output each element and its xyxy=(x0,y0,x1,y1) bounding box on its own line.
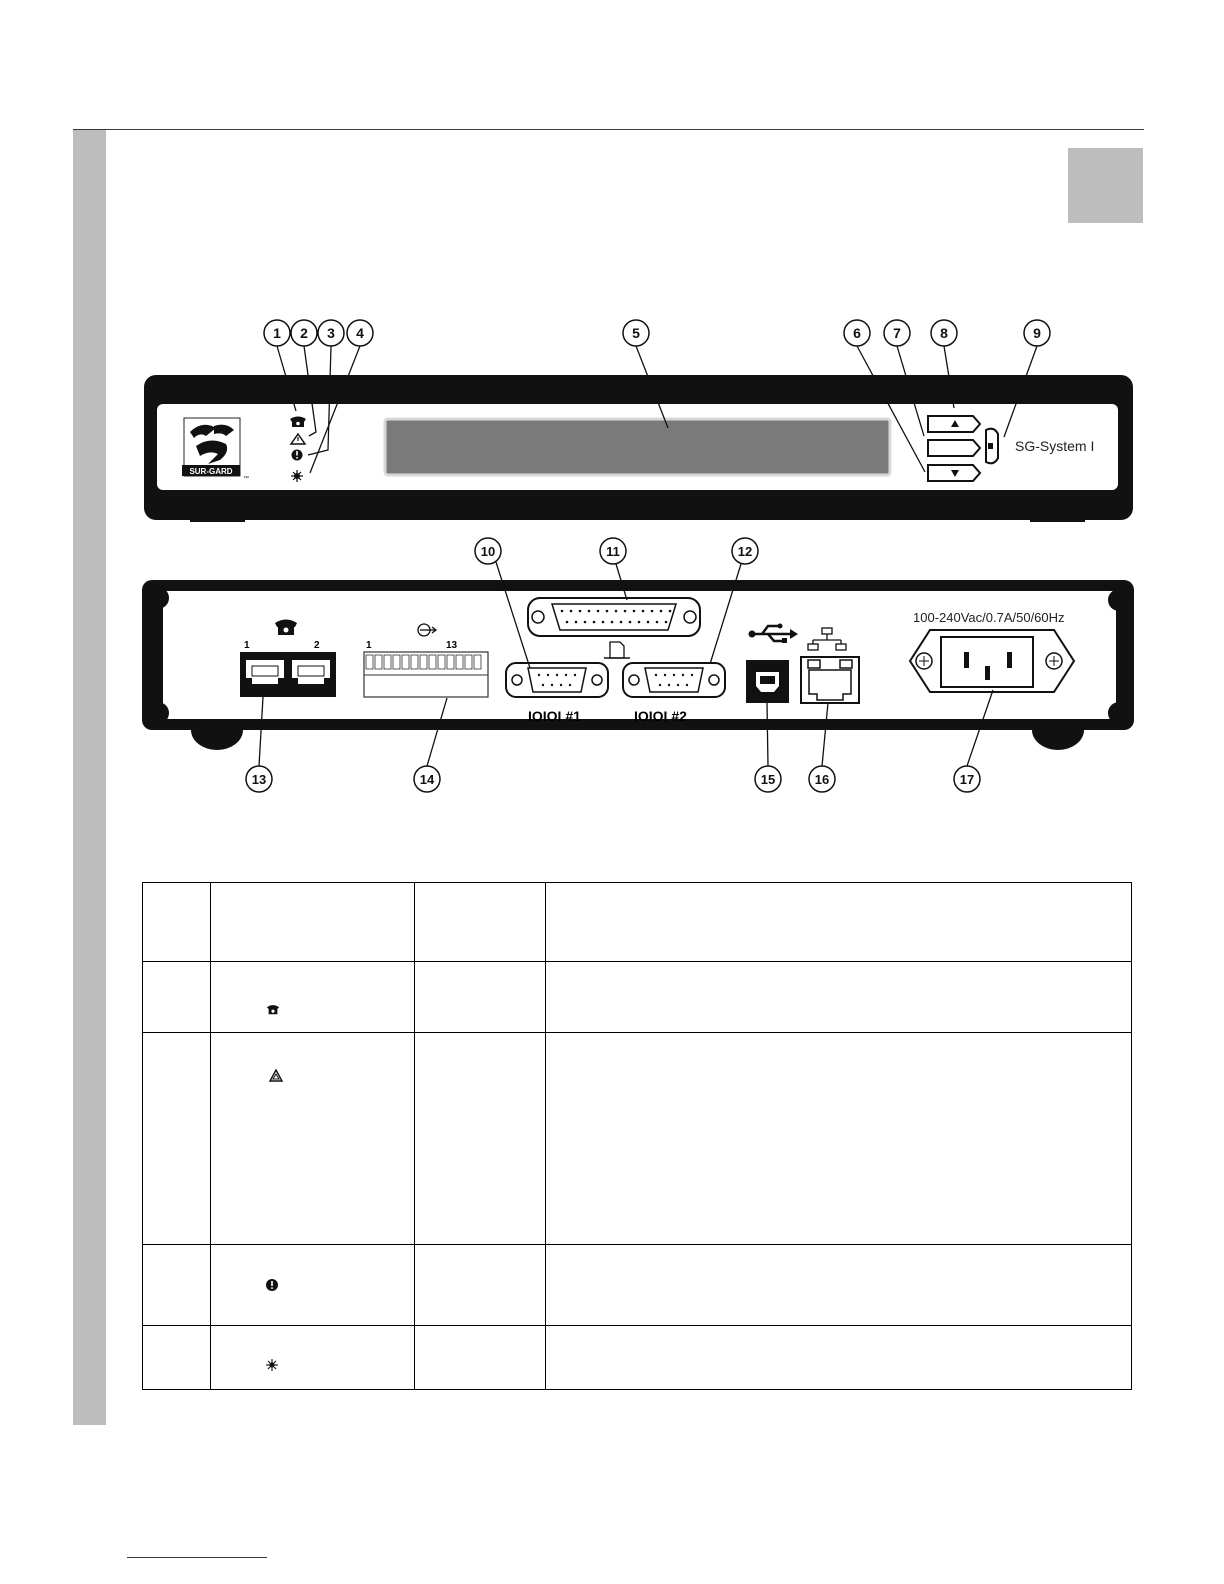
callout-10: 10 xyxy=(480,544,496,559)
table-row xyxy=(143,1033,1132,1245)
callout-14: 14 xyxy=(419,772,435,787)
callout-9: 9 xyxy=(1033,325,1041,341)
telephone-icon xyxy=(275,620,297,636)
callout-16: 16 xyxy=(814,772,830,787)
lcd-display xyxy=(385,419,890,475)
sun-icon xyxy=(265,1358,279,1372)
stop-icon xyxy=(988,443,993,449)
table-row xyxy=(143,1245,1132,1326)
warning-triangle-icon xyxy=(269,1069,283,1082)
usb-port[interactable] xyxy=(746,660,789,703)
callout-12: 12 xyxy=(737,544,753,559)
callout-7: 7 xyxy=(893,325,901,341)
callout-2: 2 xyxy=(300,325,308,341)
callout-3: 3 xyxy=(327,325,335,341)
ethernet-port[interactable] xyxy=(801,657,859,703)
logo-text: SUR-GARD xyxy=(189,467,233,476)
footnote-rule xyxy=(127,1557,267,1558)
serial-1-label: IOIOI #1 xyxy=(528,708,581,724)
callout-5: 5 xyxy=(632,325,640,341)
callout-13: 13 xyxy=(251,772,267,787)
terminal-1-label: 1 xyxy=(366,640,372,651)
callout-8: 8 xyxy=(940,325,948,341)
front-panel xyxy=(144,320,1133,522)
power-inlet[interactable] xyxy=(910,630,1074,692)
table-row xyxy=(143,1326,1132,1390)
line-2-label: 2 xyxy=(314,640,320,651)
terminal-13-label: 13 xyxy=(446,640,458,651)
enter-button[interactable] xyxy=(928,440,980,456)
serial-port-2[interactable] xyxy=(623,663,725,697)
exclamation-circle-icon xyxy=(292,450,303,461)
callout-15: 15 xyxy=(760,772,776,787)
callout-11: 11 xyxy=(606,544,620,559)
sur-gard-logo xyxy=(182,418,249,482)
front-callouts xyxy=(264,320,1050,346)
power-rating-label: 100-240Vac/0.7A/50/60Hz xyxy=(913,610,1065,625)
line-1-label: 1 xyxy=(244,640,250,651)
led-description-table xyxy=(142,882,1132,1390)
trademark-mark: ™ xyxy=(243,476,249,482)
callout-6: 6 xyxy=(853,325,861,341)
telephone-icon xyxy=(266,1002,280,1016)
exclamation-circle-icon xyxy=(265,1278,279,1292)
telephone-icon xyxy=(290,417,306,428)
callout-4: 4 xyxy=(356,325,364,341)
model-label: SG-System I xyxy=(1015,438,1095,454)
table-header-row xyxy=(143,883,1132,962)
rear-panel xyxy=(142,538,1134,792)
serial-port-1[interactable] xyxy=(506,663,608,697)
callout-17: 17 xyxy=(959,772,975,787)
callout-1: 1 xyxy=(273,325,281,341)
printer-port[interactable] xyxy=(528,598,700,636)
serial-2-label: IOIOI #2 xyxy=(634,708,687,724)
table-row xyxy=(143,962,1132,1033)
